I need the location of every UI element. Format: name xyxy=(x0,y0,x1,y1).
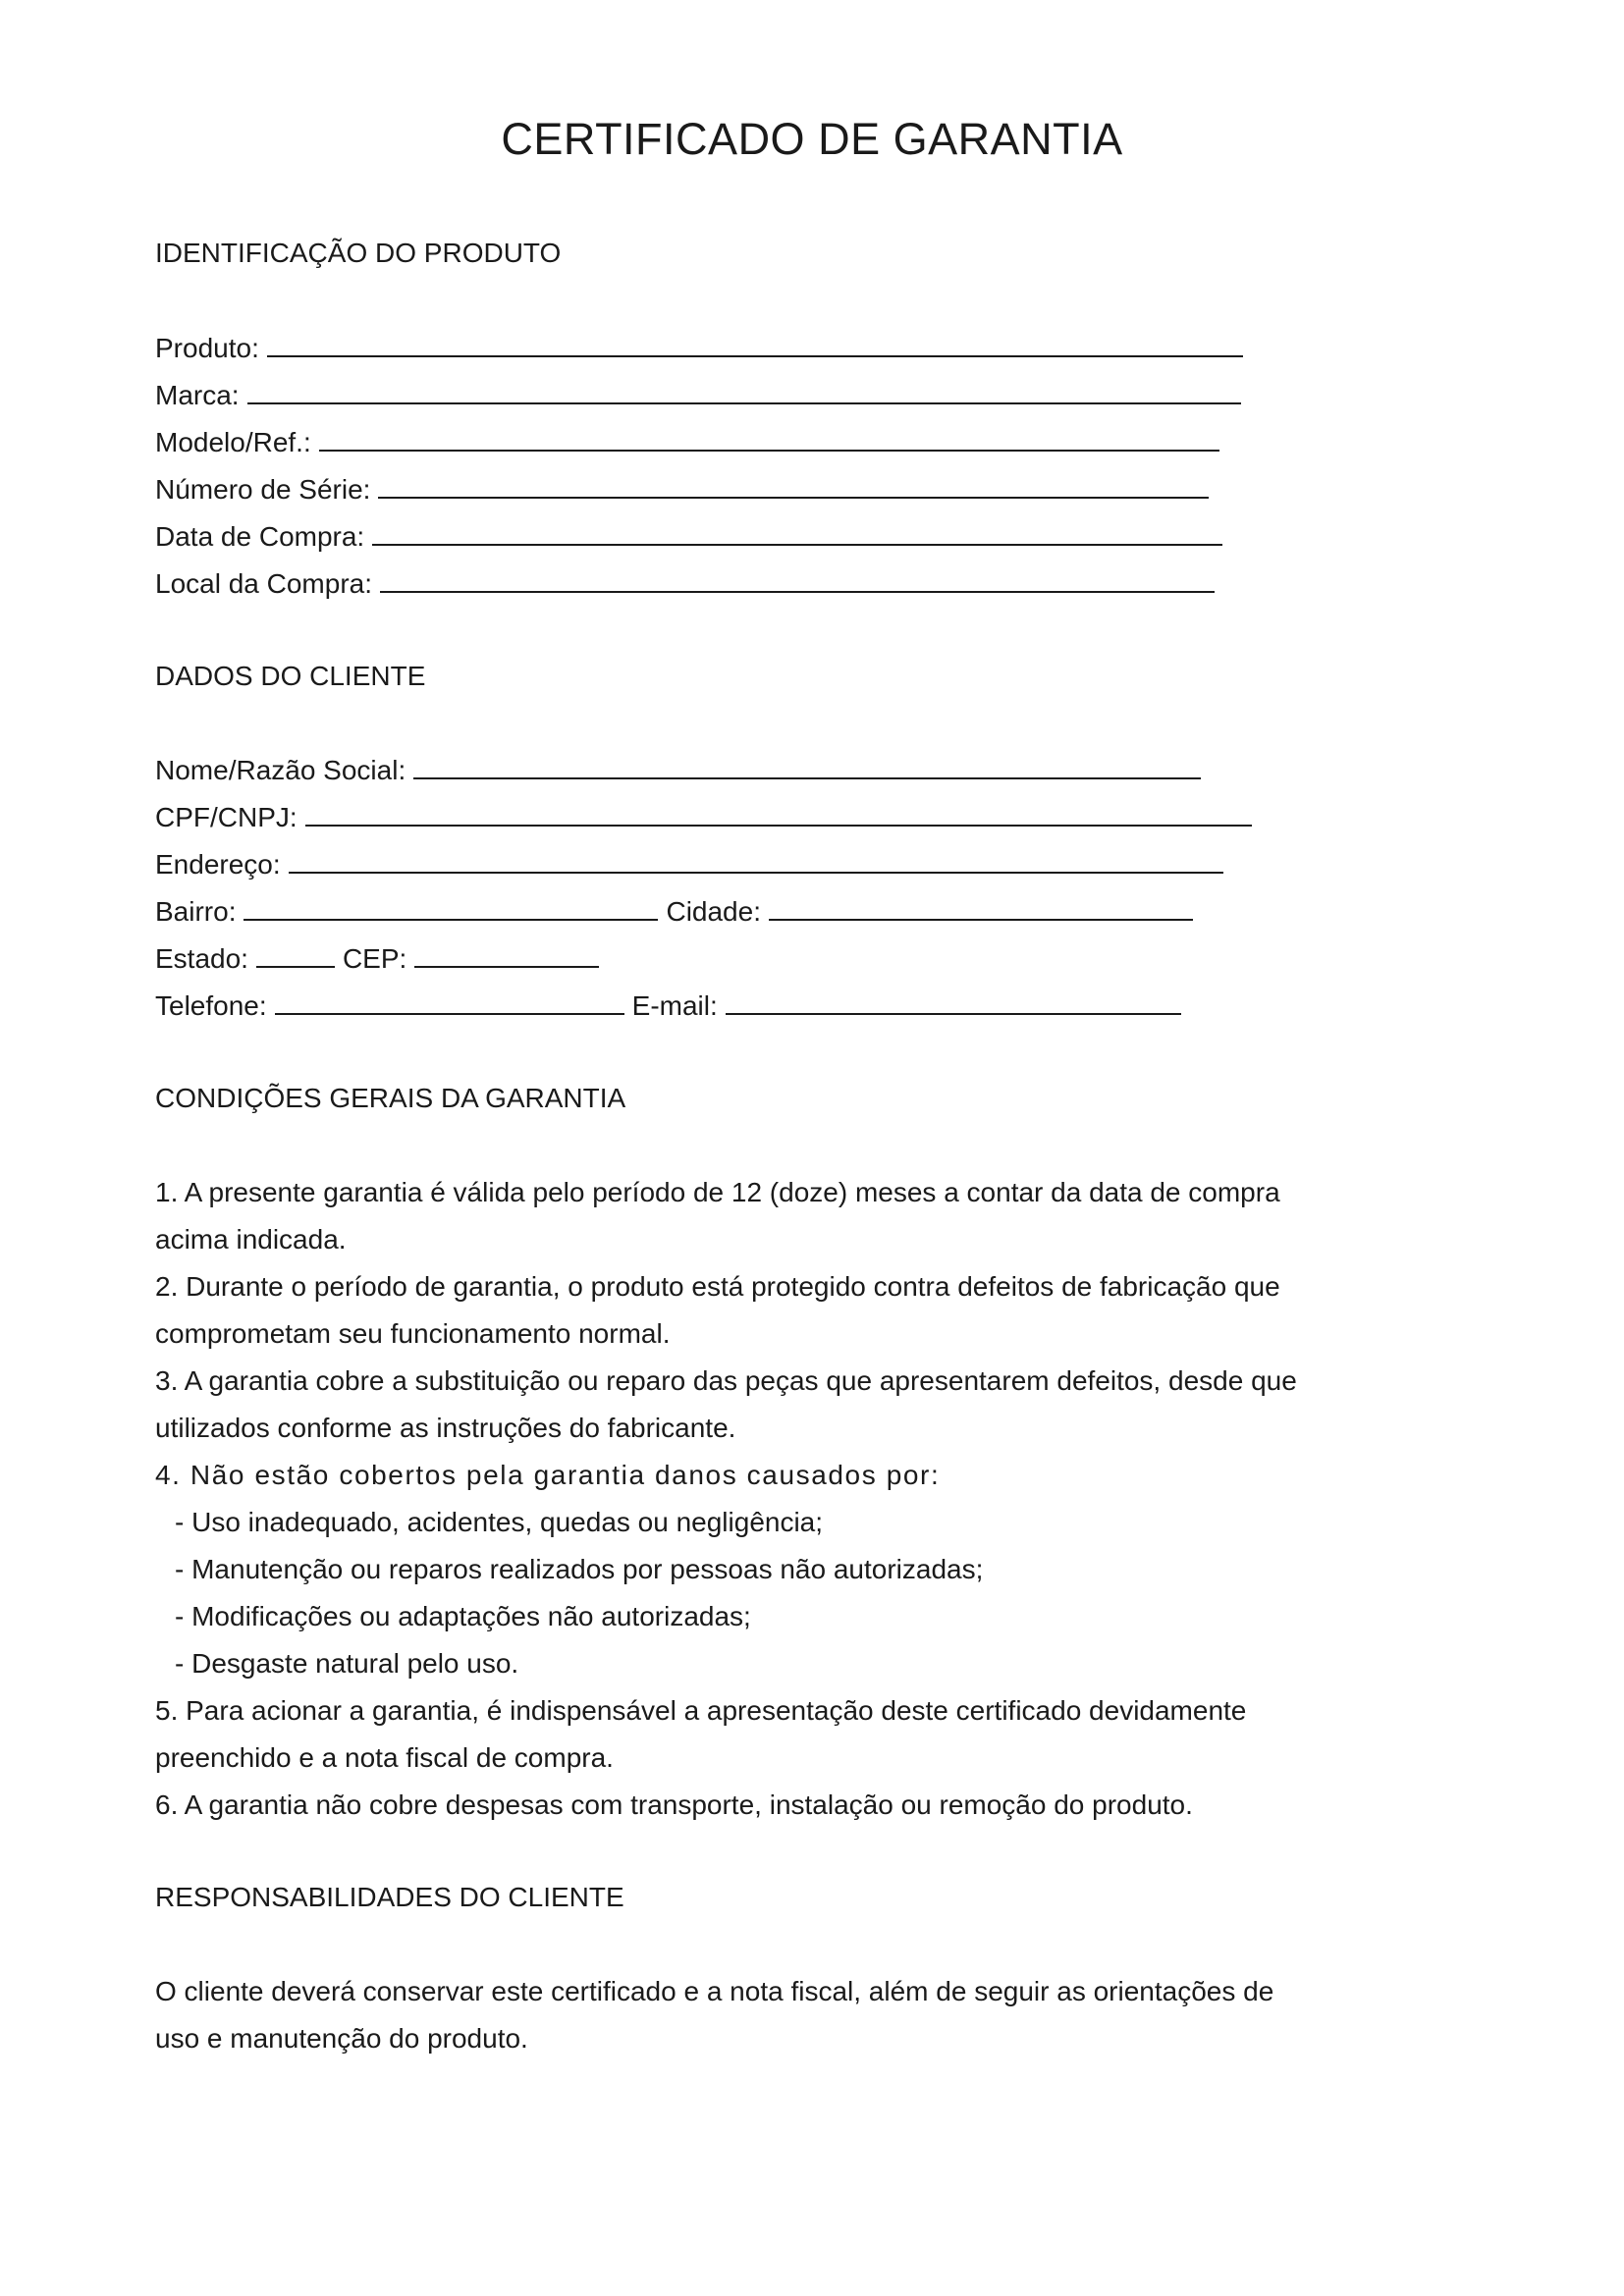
field-label-numero-serie: Número de Série: xyxy=(155,474,371,505)
field-blank-telefone[interactable] xyxy=(275,988,624,1015)
field-label-telefone: Telefone: xyxy=(155,990,267,1021)
field-blank-marca[interactable] xyxy=(247,377,1241,404)
field-label-data-compra: Data de Compra: xyxy=(155,521,365,552)
field-blank-data-compra[interactable] xyxy=(372,518,1222,546)
field-label-email: E-mail: xyxy=(631,990,718,1021)
field-nome xyxy=(155,751,1209,790)
field-blank-cidade[interactable] xyxy=(769,893,1193,921)
condition-line: preenchido e a nota fiscal de compra. xyxy=(155,1742,614,1773)
field-label-endereco: Endereço: xyxy=(155,849,281,880)
field-cpf xyxy=(155,798,1260,837)
field-blank-cpf[interactable] xyxy=(305,799,1252,827)
field-endereco xyxy=(155,845,1231,884)
condition-line: comprometam seu funcionamento normal. xyxy=(155,1318,671,1349)
condition-sub-item: - Modificações ou adaptações não autorizadas; xyxy=(175,1601,751,1631)
field-label-cpf: CPF/CNPJ: xyxy=(155,802,298,832)
field-data-compra xyxy=(155,517,1230,557)
field-blank-bairro[interactable] xyxy=(244,893,658,921)
field-blank-nome[interactable] xyxy=(413,752,1201,779)
field-label-produto: Produto: xyxy=(155,333,259,363)
field-blank-local-compra[interactable] xyxy=(380,565,1215,593)
responsibility-line: uso e manutenção do produto. xyxy=(155,2023,528,2054)
field-bairro-cidade xyxy=(155,892,1201,932)
field-label-bairro: Bairro: xyxy=(155,896,237,927)
condition-line: acima indicada. xyxy=(155,1224,347,1255)
condition-sub-item: - Manutenção ou reparos realizados por pessoas não autorizadas; xyxy=(175,1554,984,1584)
field-label-estado: Estado: xyxy=(155,943,248,974)
field-modelo xyxy=(155,423,1227,462)
field-blank-modelo[interactable] xyxy=(319,424,1219,452)
field-telefone-email xyxy=(155,987,1189,1026)
condition-line: 3. A garantia cobre a substituição ou reparo das peças que apresentarem defeitos, desde que xyxy=(155,1365,1297,1396)
field-label-cep: CEP: xyxy=(342,943,407,974)
responsibility-line: O cliente deverá conservar este certificado e a nota fiscal, além de seguir as orientações de xyxy=(155,1976,1274,2006)
section-heading-responsabilidades: RESPONSABILIDADES DO CLIENTE xyxy=(155,1882,624,1912)
condition-line: 4. Não estão cobertos pela garantia danos causados por: xyxy=(155,1460,941,1490)
field-marca xyxy=(155,376,1249,415)
section-heading-condicoes: CONDIÇÕES GERAIS DA GARANTIA xyxy=(155,1083,626,1113)
field-blank-cep[interactable] xyxy=(414,940,599,968)
condition-line: 5. Para acionar a garantia, é indispensável a apresentação deste certificado devidamente xyxy=(155,1695,1247,1726)
field-label-nome: Nome/Razão Social: xyxy=(155,755,406,785)
field-blank-estado[interactable] xyxy=(256,940,335,968)
field-blank-email[interactable] xyxy=(726,988,1181,1015)
field-numero-serie xyxy=(155,470,1217,509)
condition-sub-item: - Desgaste natural pelo uso. xyxy=(175,1648,519,1679)
condition-line: 6. A garantia não cobre despesas com transporte, instalação ou remoção do produto. xyxy=(155,1789,1193,1820)
document-title: CERTIFICADO DE GARANTIA xyxy=(501,114,1123,164)
section-heading-produto: IDENTIFICAÇÃO DO PRODUTO xyxy=(155,238,562,268)
field-estado-cep xyxy=(155,939,607,979)
field-label-modelo: Modelo/Ref.: xyxy=(155,427,311,457)
condition-line: utilizados conforme as instruções do fabricante. xyxy=(155,1413,736,1443)
field-label-local-compra: Local da Compra: xyxy=(155,568,373,599)
field-blank-numero-serie[interactable] xyxy=(378,471,1209,499)
condition-sub-item: - Uso inadequado, acidentes, quedas ou negligência; xyxy=(175,1507,824,1537)
field-label-marca: Marca: xyxy=(155,380,240,410)
field-blank-endereco[interactable] xyxy=(289,846,1223,874)
field-produto xyxy=(155,329,1251,368)
section-heading-cliente: DADOS DO CLIENTE xyxy=(155,661,426,691)
field-blank-produto[interactable] xyxy=(267,330,1243,357)
field-local-compra xyxy=(155,564,1222,604)
field-label-cidade: Cidade: xyxy=(666,896,761,927)
condition-line: 1. A presente garantia é válida pelo período de 12 (doze) meses a contar da data de compra xyxy=(155,1177,1280,1207)
condition-line: 2. Durante o período de garantia, o produto está protegido contra defeitos de fabricação que xyxy=(155,1271,1280,1302)
